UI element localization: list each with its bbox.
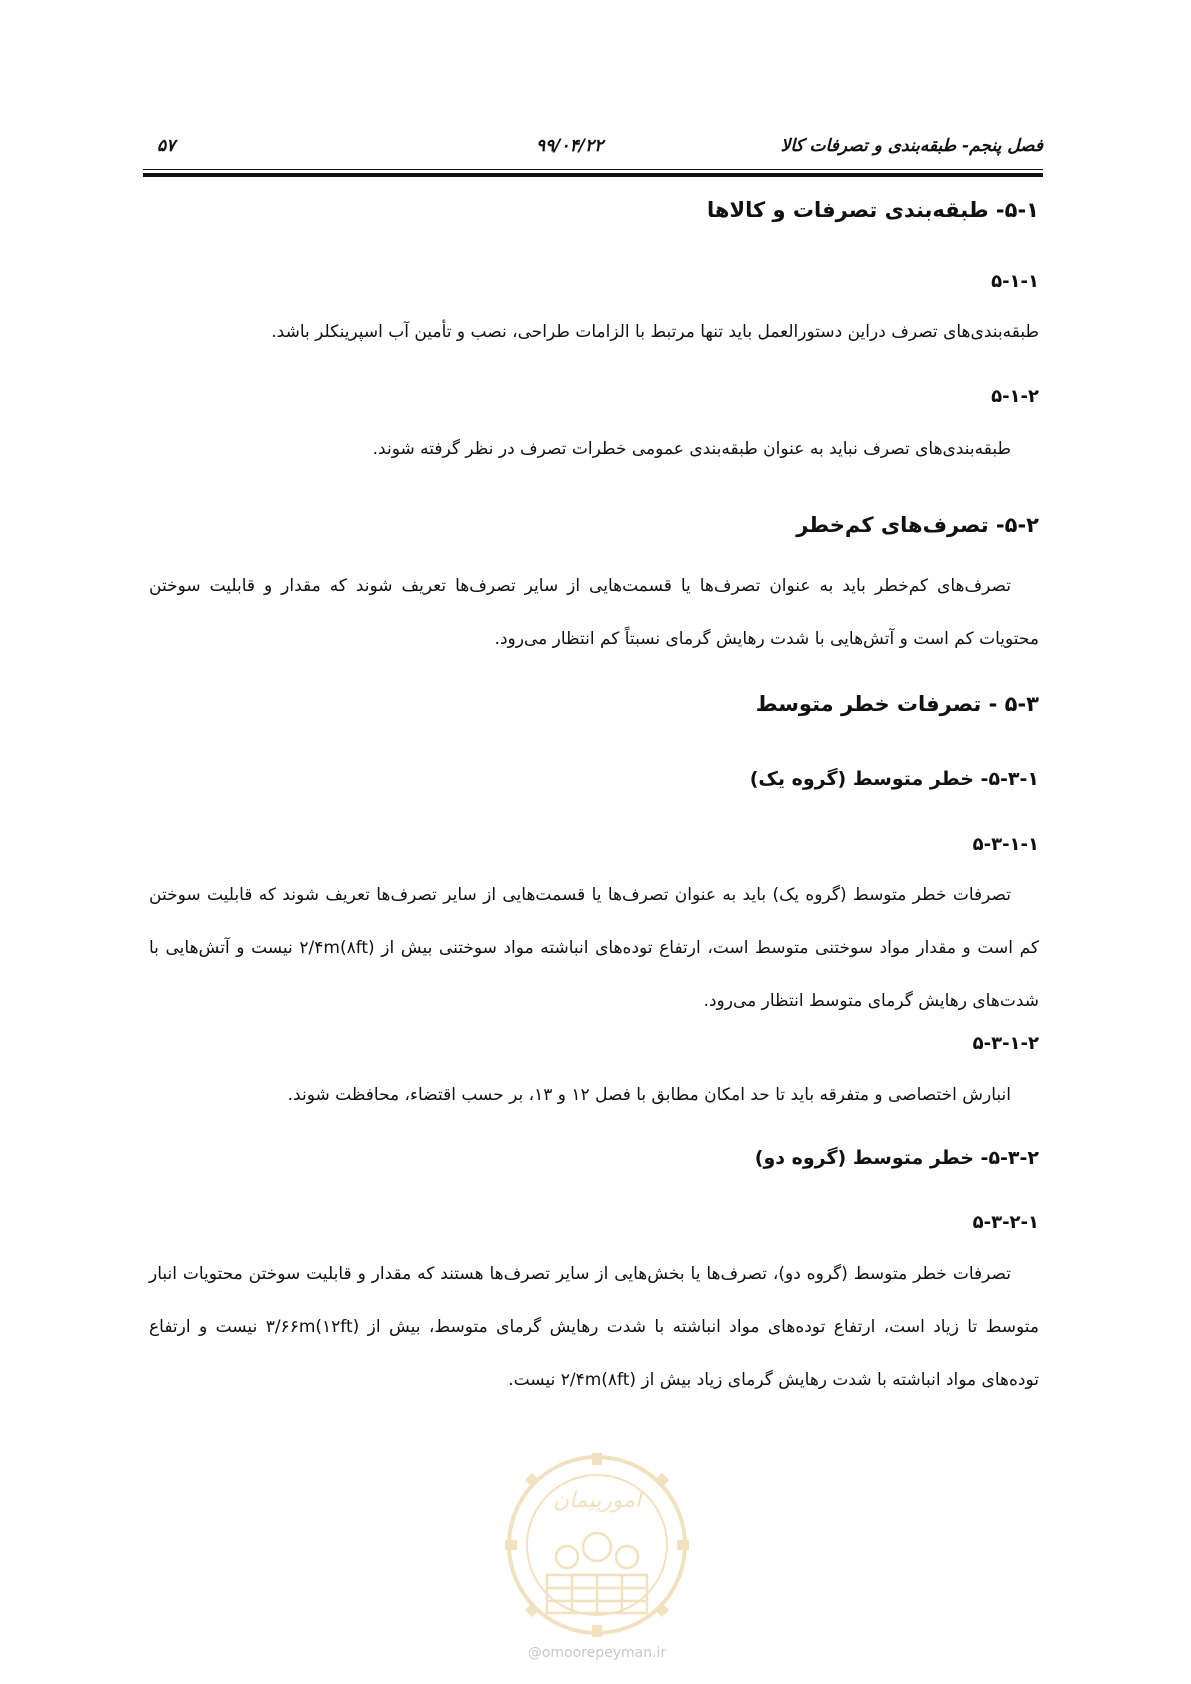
clause-5-1-2-text: طبقه‌بندی‌های تصرف نباید به عنوان طبقه‌بندی عمومی خطرات تصرف در نظر گرفته شوند. — [372, 439, 1011, 459]
section-5-3-title: ۵-۳ - تصرفات خطر متوسط — [755, 692, 1039, 716]
clause-5-3-1-2-text: انبارش اختصاصی و متفرقه باید تا حد امکان مطابق با فصل ۱۲ و ۱۳، بر حسب اقتضاء، محافظت شوند. — [287, 1085, 1011, 1105]
clause-5-3-2-1-text: تصرفات خطر متوسط (گروه دو)، تصرف‌ها یا بخش‌هایی از سایر تصرف‌ها هستند که مقدار و قابلیت سوختن محتویات انبار متوسط تا زیاد است، ارتفاع توده‌های مواد انباشته با شدت رهایش گرمای متوسط، بیش از ۳/۶۶m(۱۲ft) نیست و ارتفاع توده‌های مواد انباشته با شدت رهایش گرمای زیاد بیش از ۲/۴m(۸ft) نیست. — [149, 1264, 1039, 1390]
header-rule-thin — [143, 169, 1043, 170]
clause-5-3-1-2-number: ۵-۳-۱-۲ — [972, 1033, 1039, 1054]
svg-text:امورپیمان: امورپیمان — [552, 1488, 642, 1513]
watermark-url: @omoorepeyman.ir — [527, 1645, 667, 1661]
section-5-2-title: ۵-۲- تصرف‌های کم‌خطر — [796, 513, 1039, 537]
clause-5-1-2-number: ۵-۱-۲ — [991, 386, 1039, 407]
clause-5-1-1-text: طبقه‌بندی‌های تصرف دراین دستورالعمل باید تنها مرتبط با الزامات طراحی، نصب و تأمین آب اسپرینکلر باشد. — [271, 322, 1039, 342]
section-5-1-title: ۵-۱- طبقه‌بندی تصرفات و کالاها — [707, 198, 1039, 222]
page-header — [143, 132, 1043, 162]
clause-5-1-1-number: ۵-۱-۱ — [991, 271, 1039, 292]
page-number: ۵۷ — [157, 136, 176, 156]
clause-5-3-2-1-number: ۵-۳-۲-۱ — [972, 1212, 1039, 1233]
clause-5-3-1-1-text: تصرفات خطر متوسط (گروه یک) باید به عنوان تصرف‌ها یا قسمت‌هایی از سایر تصرف‌ها تعریف شوند که قابلیت سوختن کم است و مقدار مواد سوختنی متوسط است، ارتفاع توده‌های انباشته مواد سوختنی بیش از ۲/۴m(۸ft) نیست و آتش‌هایی با شدت‌های رهایش گرمای متوسط انتظار می‌رود. — [149, 885, 1039, 1011]
section-5-2-text: تصرف‌های کم‌خطر باید به عنوان تصرف‌ها یا قسمت‌هایی از سایر تصرف‌ها تعریف شوند که مقدار و قابلیت سوختن محتویات کم است و آتش‌هایی با شدت رهایش گرمای نسبتاً کم انتظار می‌رود. — [149, 576, 1039, 649]
section-5-3-1-title: ۵-۳-۱- خطر متوسط (گروه یک) — [749, 768, 1039, 790]
clause-5-3-1-1-number: ۵-۳-۱-۱ — [972, 834, 1039, 855]
omoorepeyman-watermark-logo — [497, 1445, 697, 1645]
header-date: ۹۹/۰۴/۲۲ — [536, 136, 604, 156]
section-5-3-2-title: ۵-۳-۲- خطر متوسط (گروه دو) — [754, 1147, 1039, 1169]
header-chapter-title: فصل پنجم- طبقه‌بندی و تصرفات کالا — [780, 136, 1043, 156]
header-rule-thick — [143, 173, 1043, 177]
